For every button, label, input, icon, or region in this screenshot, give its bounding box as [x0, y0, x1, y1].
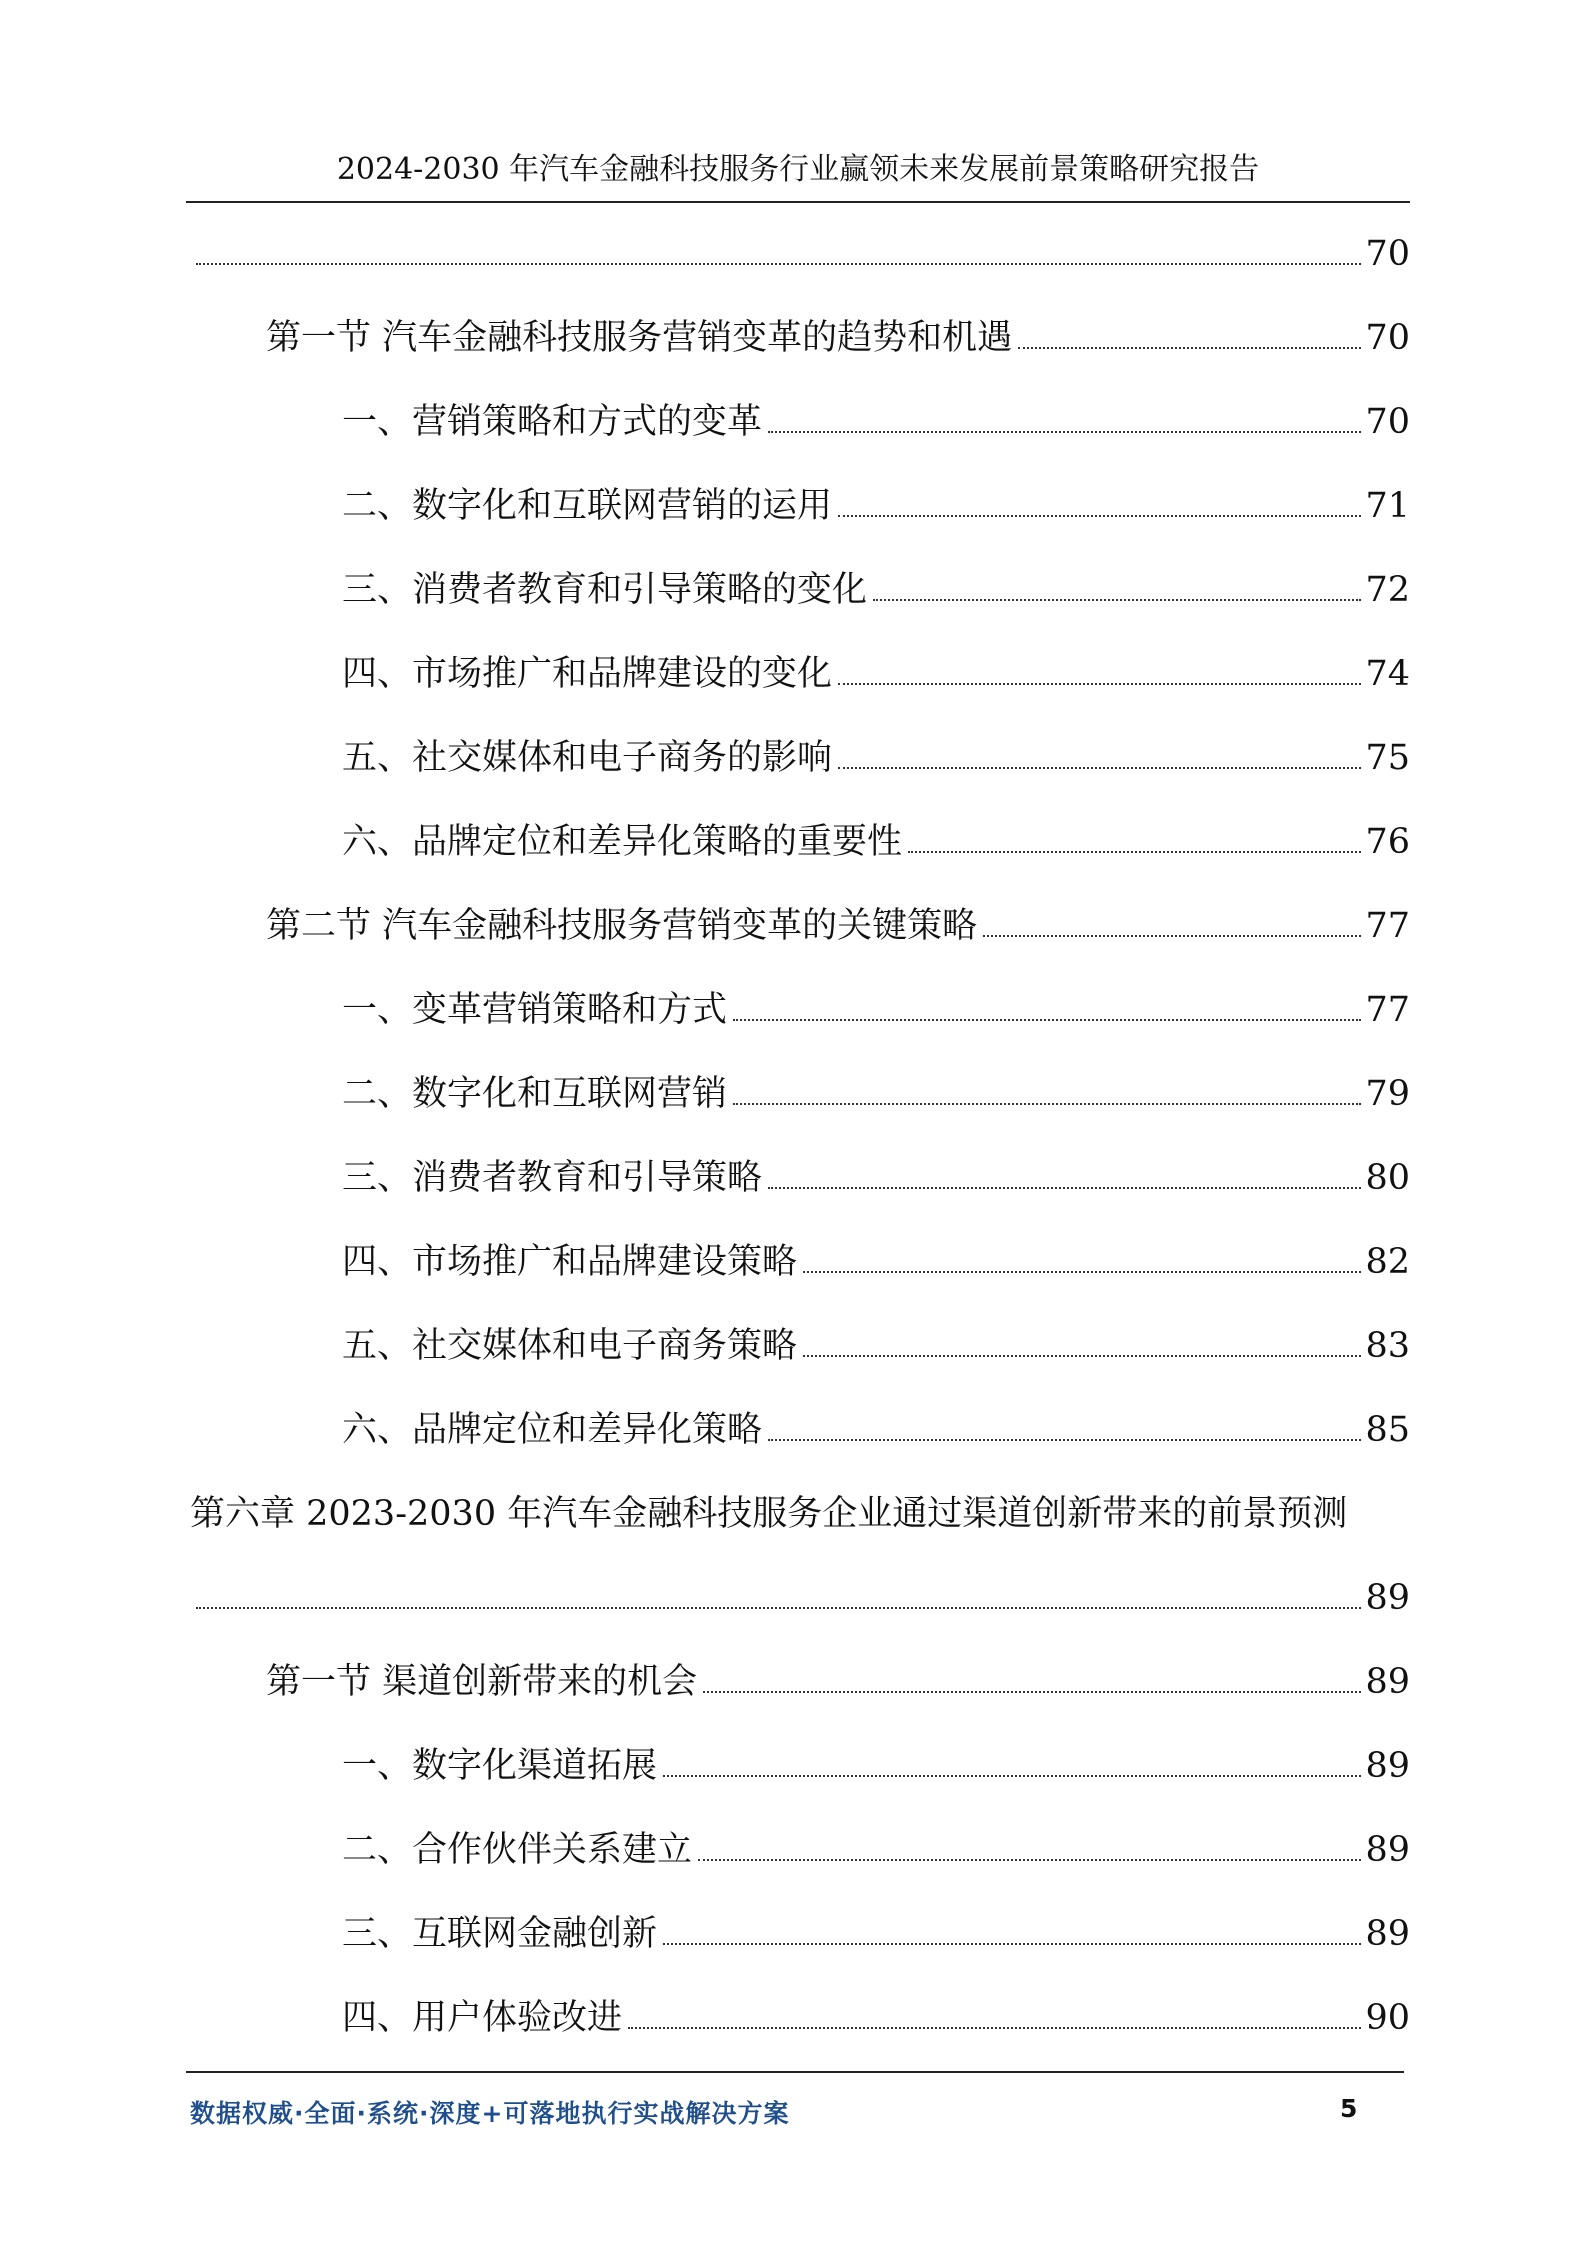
toc-page-number: 89: [1365, 1830, 1410, 1870]
toc-page-number: 83: [1365, 1326, 1410, 1366]
toc-subsection-entry[interactable]: [342, 1826, 1410, 1874]
toc-page-number: 75: [1365, 738, 1410, 778]
toc-dot-leader: [733, 1019, 1361, 1021]
toc-subsection-entry[interactable]: [342, 986, 1410, 1034]
toc-entry-label: 三、消费者教育和引导策略: [342, 1158, 763, 1198]
toc-section-entry[interactable]: [266, 902, 1410, 950]
toc-entry-label: 五、社交媒体和电子商务策略: [342, 1326, 798, 1366]
toc-subsection-entry[interactable]: [342, 1910, 1410, 1958]
toc-entry-label: 一、营销策略和方式的变革: [342, 402, 763, 442]
toc-subsection-entry[interactable]: [342, 1742, 1410, 1790]
toc-dot-leader: [768, 1187, 1361, 1189]
toc-page-number: 77: [1365, 990, 1410, 1030]
toc-section-entry[interactable]: [266, 314, 1410, 362]
toc-subsection-entry[interactable]: [342, 566, 1410, 614]
toc-page-number: 89: [1365, 1914, 1410, 1954]
toc-subsection-entry[interactable]: [342, 1238, 1410, 1286]
toc-subsection-entry[interactable]: [342, 650, 1410, 698]
toc-page-number: 85: [1365, 1410, 1410, 1450]
toc-dot-leader: [196, 1607, 1361, 1609]
toc-subsection-entry[interactable]: [342, 482, 1410, 530]
toc-entry-label: 三、互联网金融创新: [342, 1914, 658, 1954]
toc-entry-label: 第二节 汽车金融科技服务营销变革的关键策略: [266, 906, 978, 946]
toc-dot-leader: [803, 1271, 1361, 1273]
toc-chapter-title[interactable]: 第六章 2023-2030 年汽车金融科技服务企业通过渠道创新带来的前景预测: [190, 1494, 1348, 1534]
toc-subsection-entry[interactable]: [342, 734, 1410, 782]
toc-dot-leader: [838, 515, 1361, 517]
toc-dot-leader: [663, 1943, 1361, 1945]
toc-subsection-entry[interactable]: [342, 398, 1410, 446]
toc-page-number: 89: [1365, 1578, 1410, 1618]
toc-entry-label: 三、消费者教育和引导策略的变化: [342, 570, 868, 610]
toc-entry-label: 一、数字化渠道拓展: [342, 1746, 658, 1786]
toc-dot-leader: [703, 1691, 1361, 1693]
toc-entry-label: 二、合作伙伴关系建立: [342, 1830, 693, 1870]
toc-entry-label: 二、数字化和互联网营销: [342, 1074, 728, 1114]
toc-section-entry[interactable]: [266, 1658, 1410, 1706]
footer-divider: [186, 2071, 1404, 2073]
toc-entry-label: 五、社交媒体和电子商务的影响: [342, 738, 833, 778]
toc-dot-leader: [803, 1355, 1361, 1357]
toc-dot-leader: [768, 431, 1361, 433]
toc-dot-leader: [1018, 347, 1361, 349]
page-number: 5: [1340, 2094, 1358, 2123]
toc-page-number: 90: [1365, 1998, 1410, 2038]
toc-page-number: 82: [1365, 1242, 1410, 1282]
toc-dot-leader: [908, 851, 1361, 853]
toc-page-number: 71: [1365, 486, 1410, 526]
toc-dot-leader: [838, 767, 1361, 769]
toc-page-number: 77: [1365, 906, 1410, 946]
toc-page-number: 89: [1365, 1662, 1410, 1702]
toc-subsection-entry[interactable]: [342, 1154, 1410, 1202]
footer-slogan: 数据权威·全面·系统·深度+可落地执行实战解决方案: [190, 2099, 790, 2128]
toc-page-number: 79: [1365, 1074, 1410, 1114]
toc-page-number: 74: [1365, 654, 1410, 694]
toc-page-number: 80: [1365, 1158, 1410, 1198]
toc-dot-leader: [983, 935, 1361, 937]
toc-subsection-entry[interactable]: [342, 1406, 1410, 1454]
toc-entry-label: 四、用户体验改进: [342, 1998, 623, 2038]
toc-entry-label: 二、数字化和互联网营销的运用: [342, 486, 833, 526]
toc-subsection-entry[interactable]: [342, 818, 1410, 866]
toc-page-number: 76: [1365, 822, 1410, 862]
toc-page-number: 89: [1365, 1746, 1410, 1786]
toc-entry-continuation[interactable]: [190, 230, 1410, 278]
toc-entry-label: 一、变革营销策略和方式: [342, 990, 728, 1030]
toc-dot-leader: [663, 1775, 1361, 1777]
toc-dot-leader: [733, 1103, 1361, 1105]
toc-dot-leader: [628, 2027, 1361, 2029]
toc-entry-label: 第一节 渠道创新带来的机会: [266, 1662, 698, 1702]
toc-subsection-entry[interactable]: [342, 1994, 1410, 2042]
toc-page-number: 72: [1365, 570, 1410, 610]
toc-dot-leader: [196, 263, 1361, 265]
toc-entry-continuation[interactable]: [190, 1574, 1410, 1622]
toc-dot-leader: [838, 683, 1361, 685]
page-header-title: 2024-2030 年汽车金融科技服务行业赢领未来发展前景策略研究报告: [336, 152, 1260, 187]
toc-entry-label: 四、市场推广和品牌建设的变化: [342, 654, 833, 694]
toc-dot-leader: [698, 1859, 1361, 1861]
toc-subsection-entry[interactable]: [342, 1070, 1410, 1118]
toc-page-number: 70: [1365, 234, 1410, 274]
toc-entry-label: 六、品牌定位和差异化策略的重要性: [342, 822, 903, 862]
toc-entry-label: 第一节 汽车金融科技服务营销变革的趋势和机遇: [266, 318, 1013, 358]
toc-dot-leader: [768, 1439, 1361, 1441]
toc-page-number: 70: [1365, 318, 1410, 358]
toc-entry-label: 四、市场推广和品牌建设策略: [342, 1242, 798, 1282]
toc-entry-label: 六、品牌定位和差异化策略: [342, 1410, 763, 1450]
toc-page-number: 70: [1365, 402, 1410, 442]
toc-subsection-entry[interactable]: [342, 1322, 1410, 1370]
toc-dot-leader: [873, 599, 1361, 601]
